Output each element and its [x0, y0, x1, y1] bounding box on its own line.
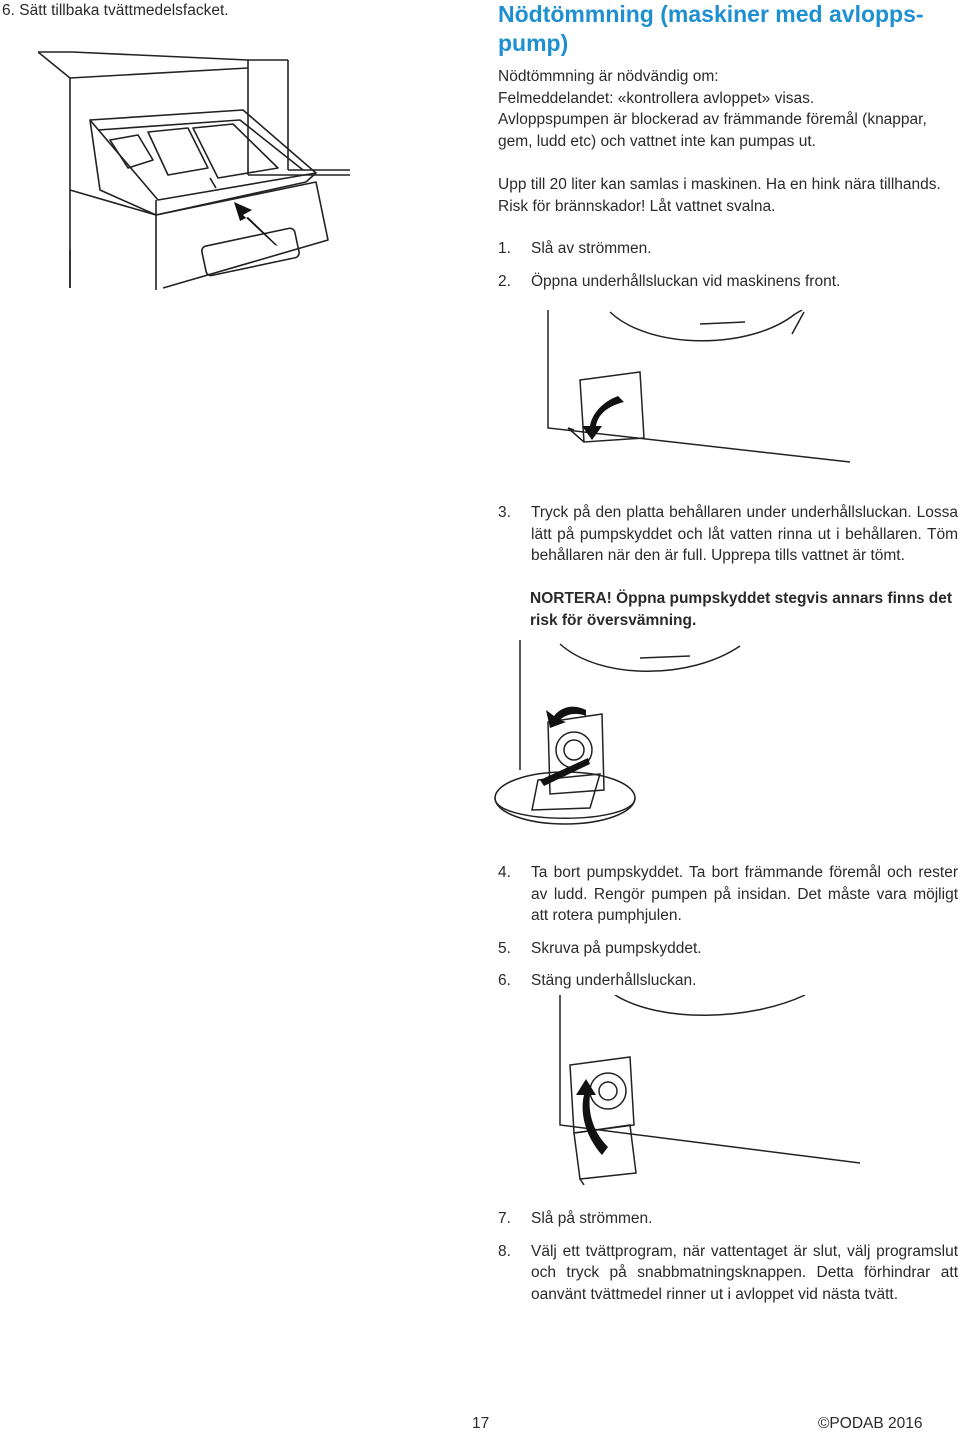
list-item: 7. Slå på strömmen.: [498, 1210, 653, 1227]
list-item: 1. Slå av strömmen.: [498, 240, 652, 257]
list-item: 8. Välj ett tvättprogram, när vattentaget är slut, välj programslut och tryck på snabbmatningsknappen. Detta förhindrar att oanvänt tvättmedel rinner ut i avloppet vid nästa tvätt.: [498, 1242, 958, 1303]
steps-list-d: [498, 1208, 958, 1316]
list-item: 3. Tryck på den platta behållaren under underhållsluckan. Lossa lätt på pumpskyddet och låt vatten rinna ut i behållaren. Töm behållaren när den är full. Upprepa tills vattnet är tömt.: [498, 504, 958, 564]
intro-line: Nödtömmning är nödvändig om:: [498, 68, 719, 85]
list-item: 5. Skruva på pumpskyddet.: [498, 939, 702, 957]
service-hatch-illustration: [540, 310, 850, 470]
closing-hatch-illustration: [540, 995, 860, 1185]
caution-text: Upp till 20 liter kan samlas i maskinen. Ha en hink nära tillhands. Risk för brännskador! Låt vattnet svalna.: [498, 176, 941, 215]
steps-list-a: [498, 238, 958, 303]
drain-tray-illustration: [490, 640, 790, 840]
section-title: Nödtömmning (maskiner med avlopps-pump): [498, 1, 924, 56]
steps-list-b: [498, 502, 958, 578]
list-item: 4. Ta bort pumpskyddet. Ta bort främmande föremål och rester av ludd. Rengör pumpen på insidan. Det måste vara möjligt att rotera pumphjulen.: [498, 864, 958, 924]
detergent-drawer-illustration: [38, 40, 350, 290]
intro-line: Felmeddelandet: «kontrollera avloppet» visas.: [498, 89, 815, 107]
list-item: 2. Öppna underhållsluckan vid maskinens front.: [498, 272, 841, 290]
page-number: 17: [472, 1415, 490, 1432]
copyright: ©PODAB 2016: [818, 1415, 923, 1432]
steps-list-c: [498, 862, 958, 1003]
intro-line: Avloppspumpen är blockerad av främmande föremål (knappar, gem, ludd etc) och vattnet inte kan pumpas ut.: [498, 111, 927, 150]
warning-text: NORTERA! Öppna pumpskyddet stegvis annars finns det risk för översvämning.: [530, 590, 953, 629]
step-6-left-label: 6. Sätt tillbaka tvättmedelsfacket.: [2, 2, 229, 19]
list-item: 6. Stäng underhållsluckan.: [498, 972, 697, 989]
intro-block: [498, 66, 958, 152]
